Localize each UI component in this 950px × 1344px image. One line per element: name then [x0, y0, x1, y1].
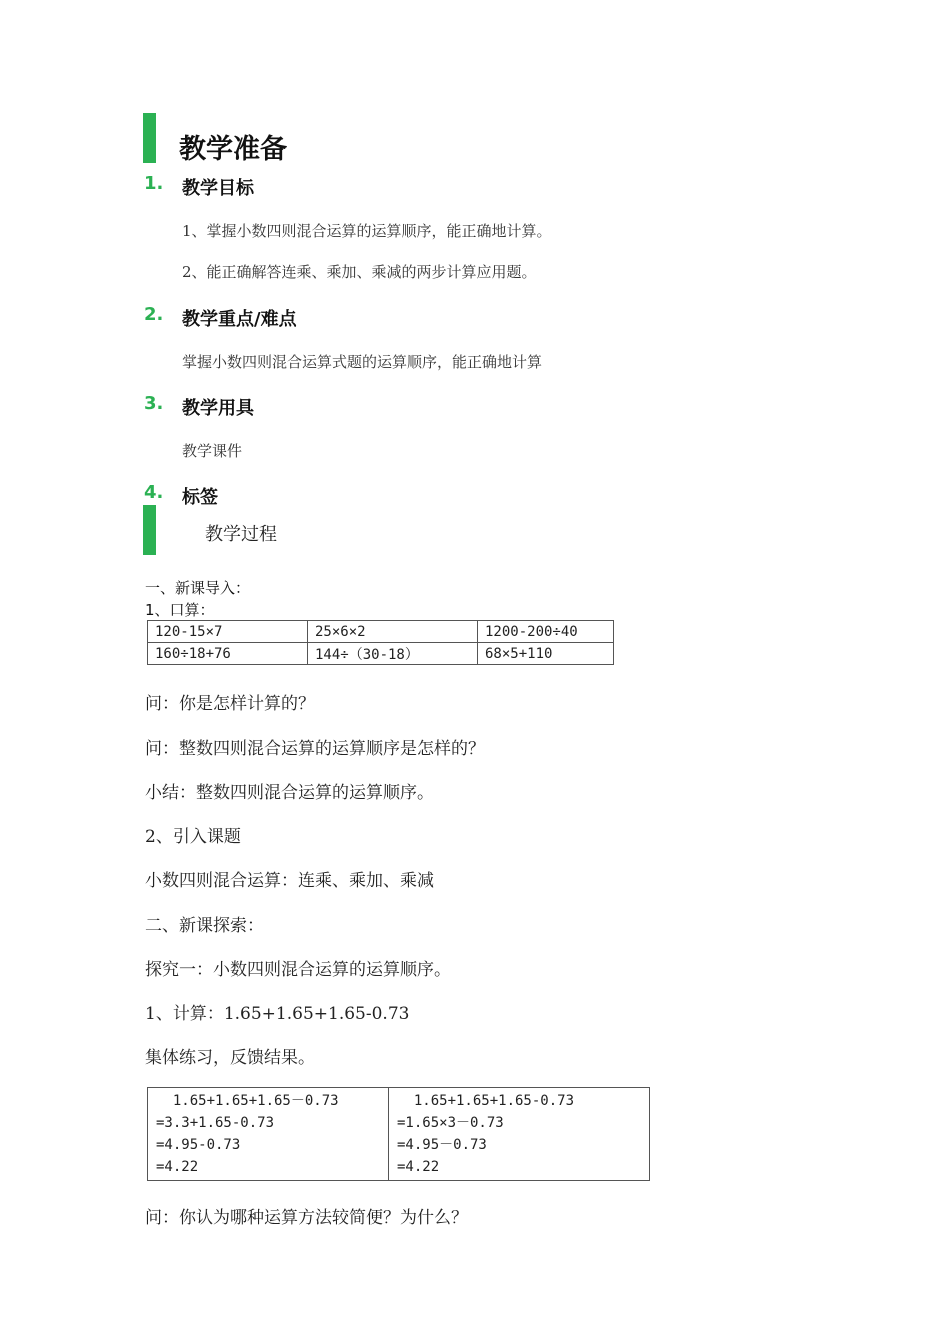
calc-solution-table — [147, 1087, 650, 1181]
table-cell: 25×6×2 — [308, 621, 478, 643]
item-number-3: 3. — [144, 393, 164, 414]
final-question: 问：你认为哪种运算方法较简便？为什么？ — [145, 1208, 468, 1228]
table-cell: 68×5+110 — [478, 643, 614, 665]
solution-line: =4.95－0.73 — [397, 1137, 487, 1153]
explore-one: 探究一：小数四则混合运算的运算顺序。 — [145, 960, 451, 980]
item-heading-goals: 教学目标 — [182, 178, 254, 199]
table-row — [148, 643, 614, 665]
item-heading-tags: 标签 — [182, 487, 218, 508]
solution-line: =4.22 — [156, 1159, 199, 1175]
goal-line-2: 2、能正确解答连乘、乘加、乘减的两步计算应用题。 — [182, 263, 537, 281]
explore-heading: 二、新课探索： — [145, 916, 264, 936]
table-row — [148, 1088, 650, 1181]
table-cell: 144÷（30-18） — [308, 643, 478, 665]
item-number-1: 1. — [144, 173, 164, 194]
key-point-text: 掌握小数四则混合运算式题的运算顺序，能正确地计算 — [182, 353, 543, 371]
table-cell: 120-15×7 — [148, 621, 308, 643]
table-row — [148, 621, 614, 643]
calc-task: 1、计算：1.65+1.65+1.65-0.73 — [145, 1004, 410, 1024]
practice-line: 集体练习，反馈结果。 — [145, 1048, 315, 1068]
tools-text: 教学课件 — [182, 442, 243, 460]
left-solution-cell — [148, 1088, 389, 1181]
solution-line: =1.65×3－0.73 — [397, 1115, 504, 1131]
section-accent-bar — [143, 113, 156, 163]
process-title: 教学过程 — [205, 524, 277, 545]
item-heading-key-points: 教学重点/难点 — [182, 309, 297, 330]
oral-calc-table — [147, 620, 614, 665]
summary-line: 小结：整数四则混合运算的运算顺序。 — [145, 783, 434, 803]
right-solution-cell — [389, 1088, 650, 1181]
solution-line: =4.95-0.73 — [156, 1137, 241, 1153]
table-cell: 1200-200÷40 — [478, 621, 614, 643]
item-number-4: 4. — [144, 482, 164, 503]
solution-line: =3.3+1.65-0.73 — [156, 1115, 275, 1131]
item-number-2: 2. — [144, 304, 164, 325]
question-how: 问：你是怎样计算的？ — [145, 694, 315, 714]
solution-line: =4.22 — [397, 1159, 440, 1175]
table-cell: 160÷18+76 — [148, 643, 308, 665]
solution-line: 1.65+1.65+1.65-0.73 — [397, 1093, 575, 1109]
question-order: 问：整数四则混合运算的运算顺序是怎样的？ — [145, 739, 485, 759]
topic-line: 小数四则混合运算：连乘、乘加、乘减 — [145, 871, 434, 891]
intro-topic-line: 2、引入课题 — [145, 827, 241, 847]
oral-heading: 1、口算： — [145, 601, 215, 619]
process-accent-bar — [143, 505, 156, 555]
solution-line: 1.65+1.65+1.65－0.73 — [156, 1093, 339, 1109]
item-heading-tools: 教学用具 — [182, 398, 254, 419]
intro-heading: 一、新课导入： — [145, 579, 251, 597]
goal-line-1: 1、掌握小数四则混合运算的运算顺序，能正确地计算。 — [182, 222, 552, 240]
section-title: 教学准备 — [179, 134, 287, 165]
